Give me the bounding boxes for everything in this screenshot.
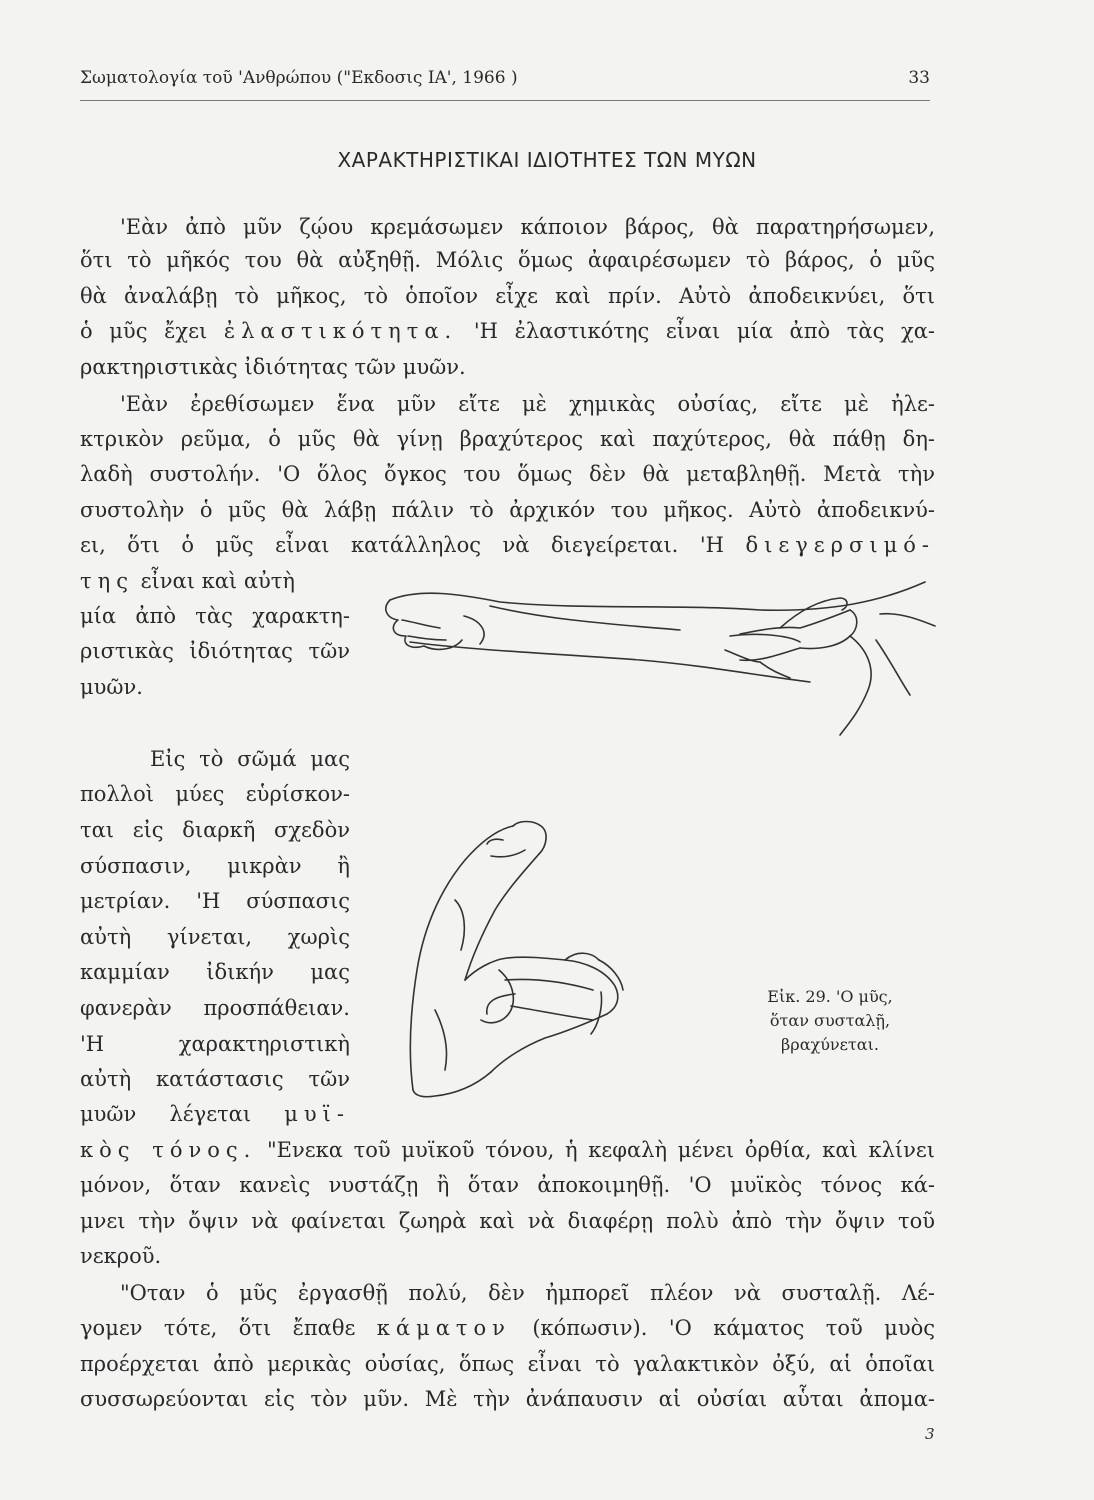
text-line: μετρίαν. 'Η σύσπασις [80,889,350,913]
text-line: 'Η χαρακτηριστικὴ [80,1032,350,1056]
text-line: προέρχεται ἀπὸ μερικὰς οὐσίας, ὅπως εἶναι τὸ γαλακτικὸν ὀξύ, αἱ ὁποῖαι [80,1352,935,1376]
text-line: ὅτι τὸ μῆκός του θὰ αὐξηθῇ. Μόλις ὅμως ἀφαιρέσωμεν τὸ βάρος, ὁ μῦς [80,248,935,272]
text-line: πολλοὶ μύες εὑρίσκον- [80,782,350,806]
text-line: ὁ μῦς ἔχει ἐλαστικότητα. 'Η ἐλαστικότης εἶναι μία ἀπὸ τὰς χα- [80,319,935,343]
text-line: ει, ὅτι ὁ μῦς εἶναι κατάλληλος νὰ διεγείρεται. 'Η διεγερσιμό- [80,533,935,557]
text-line: φανερὰν προσπάθειαν. [80,996,350,1020]
text-line: θὰ ἀναλάβῃ τὸ μῆκος, τὸ ὁποῖον εἶχε καὶ πρίν. Αὐτὸ ἀποδεικνύει, ὅτι [80,284,935,308]
page-number: 33 [908,68,930,88]
text-line: σύσπασιν, μικρὰν ἢ [80,854,350,878]
text-line: "Οταν ὁ μῦς ἐργασθῇ πολύ, δὲν ἠμπορεῖ πλέον νὰ συσταλῇ. Λέ- [120,1281,935,1305]
text-line: 'Εὰν ἀπὸ μῦν ζῴου κρεμάσωμεν κάποιον βάρος, θὰ παρατηρήσωμεν, [120,215,935,239]
text-line: γομεν τότε, ὅτι ἔπαθε κάματον (κόπωσιν). 'Ο κάματος τοῦ μυὸς [80,1316,935,1340]
arm-flexed-illustration [395,810,735,1100]
text-line: αὐτὴ κατάστασις τῶν [80,1067,350,1091]
spaced-term: κάματον [376,1316,511,1340]
text-line: κτρικὸν ρεῦμα, ὁ μῦς θὰ γίνῃ βραχύτερος καὶ παχύτερος, θὰ πάθῃ δη- [80,427,935,451]
text-line: κὸς τόνος. "Ενεκα τοῦ μυϊκοῦ τόνου, ἡ κεφαλὴ μένει ὀρθία, καὶ κλίνει [80,1138,936,1162]
spaced-term: ἐλαστικότητα. [223,319,458,343]
page-header [80,68,930,98]
spaced-term: διεγερσιμό- [745,533,935,557]
text-line: μία ἀπὸ τὰς χαρακτη- [80,604,350,628]
text-line: λαδὴ συστολήν. 'Ο ὅλος ὄγκος του ὅμως δὲν θὰ μεταβληθῇ. Μετὰ τὴν [80,462,935,486]
text-line: συσσωρεύονται εἰς τὸν μῦν. Μὲ τὴν ἀνάπαυσιν αἱ οὐσίαι αὗται ἀπομα- [80,1387,935,1411]
text-line: ριστικὰς ἰδιότητας τῶν [80,639,350,663]
text-line: 'Εὰν ἐρεθίσωμεν ἕνα μῦν εἴτε μὲ χημικὰς οὐσίας, εἴτε μὲ ἠλε- [120,392,935,416]
signature-mark: 3 [925,1425,935,1443]
text-line: ται εἰς διαρκῆ σχεδὸν [80,818,350,842]
running-title: Σωματολογία τοῦ 'Ανθρώπου ("Εκδοσις ΙΑ', 1966 ) [80,68,518,88]
text-line: μόνον, ὅταν κανεὶς νυστάζῃ ἢ ὅταν ἀποκοιμηθῇ. 'Ο μυϊκὸς τόνος κά- [80,1173,935,1197]
header-rule [80,100,930,101]
caption-line: ὅταν συσταλῇ, [769,1011,891,1030]
text-line: αὐτὴ γίνεται, χωρὶς [80,925,350,949]
text-line: μνει τὴν ὄψιν νὰ φαίνεται ζωηρὰ καὶ νὰ διαφέρῃ πολὺ ἀπὸ τὴν ὄψιν τοῦ [80,1209,935,1233]
text-line: καμμίαν ἰδικήν μας [80,960,350,984]
text-line: νεκροῦ. [80,1244,162,1268]
section-title: ΧΑΡΑΚΤΗΡΙΣΤΙΚΑΙ ΙΔΙΟΤΗΤΕΣ ΤΩΝ ΜΥΩΝ [337,148,757,172]
text-line: συστολὴν ὁ μῦς θὰ λάβῃ πάλιν τὸ ἀρχικόν του μῆκος. Αὐτὸ ἀποδεικνύ- [80,498,935,522]
arm-extended-illustration [380,570,940,745]
text-line: μυῶν λέγεται μυϊ- [80,1102,350,1126]
caption-line: Εἰκ. 29. 'Ο μῦς, [767,987,893,1006]
text-line: μυῶν. [80,675,143,699]
text-line: της εἶναι καὶ αὐτὴ [80,569,295,593]
spaced-term: μυϊ- [284,1102,350,1126]
caption-line: βραχύνεται. [781,1035,879,1054]
figure-caption [745,985,915,1057]
spaced-term: της [80,569,134,593]
text-line: Εἰς τὸ σῶμά μας [150,747,350,771]
spaced-term: κὸς τόνος. [80,1138,257,1162]
text-line: ρακτηριστικὰς ἰδιότητας τῶν μυῶν. [80,355,466,379]
